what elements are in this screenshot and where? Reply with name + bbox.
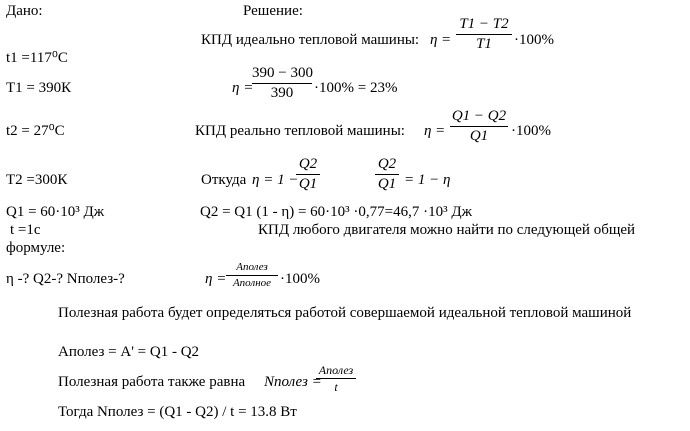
eq2-lhs: η = [232,80,254,96]
eq2-fraction [252,66,312,101]
eq4-fraction-bar [296,174,320,175]
given-Q1: Q1 = 60·10³ Дж [6,204,105,220]
eq3-denominator: Q1 [469,128,489,144]
eq4-numerator-2: Q2 [377,156,397,172]
eq4-fraction-2 [375,157,399,192]
eq4-fraction [296,157,320,192]
para2-text: Полезная работа будет определяться работой совершаемой идеальной тепловой машиной [58,305,632,321]
para1-line2: формуле: [6,240,66,256]
given-heading: Дано: [6,3,43,19]
eq4-denominator: Q1 [298,176,318,192]
eq1-fraction [456,17,512,52]
eq4-label: Откуда [201,172,247,188]
eq8-fraction-bar [316,378,356,379]
eq1-numerator: T1 − T2 [459,16,509,32]
eq1-denominator: T1 [476,36,492,52]
eq5-q2: Q2 = Q1 (1 - η) = 60·10³ ·0,77=46,7 ·10³ Дж [200,204,472,220]
eq3-fraction-bar [450,126,508,127]
eq6-denominator: Aполное [232,277,272,289]
eq4-numerator: Q2 [298,156,318,172]
eq8-numerator: Aполез [318,363,354,377]
eq2-denominator: 390 [270,85,294,101]
eq4-rhs: = 1 − η [404,172,451,188]
para1-line1: КПД любого двигателя можно найти по следующей общей [258,222,636,238]
eq1-equals: = [442,32,451,48]
eq3-equals: = [436,123,445,139]
eq4-lhs: η = 1 − [252,172,299,188]
eq8-denominator: t [334,380,338,394]
eq3-label: КПД реально тепловой машины: [195,123,405,139]
eq1-tail: ·100% [514,32,554,48]
eq6-numerator: Aполез [236,261,268,273]
eq1-fraction-bar [456,34,512,35]
eq6-fraction [226,262,278,289]
given-T2: T2 =300К [6,172,68,188]
eq9-power-result: Тогда Nполез = (Q1 - Q2) / t = 13.8 Вт [58,404,297,420]
eq7-useful-work: Aполез = A' = Q1 - Q2 [58,344,200,360]
eq1-eta: η [430,32,438,48]
given-t1: t1 =117⁰С [6,50,68,66]
given-T1: T1 = 390К [6,80,72,96]
eq8-lhs: Nполез = [264,374,322,390]
solution-heading: Решение: [243,3,303,19]
eq8-label: Полезная работа также равна [58,374,246,390]
eq2-fraction-bar [252,83,312,84]
eq6-tail: ·100% [280,271,320,287]
eq6-lhs: η = [205,271,227,287]
eq2-tail: ·100% = 23% [314,80,398,96]
eq3-tail: ·100% [511,123,551,139]
eq6-fraction-bar [226,275,278,276]
given-t2: t2 = 27⁰С [6,123,65,139]
eq3-fraction [450,109,508,144]
eq3-numerator: Q1 − Q2 [451,108,507,124]
given-time: t =1с [10,222,41,238]
eq2-numerator: 390 − 300 [252,65,313,81]
eq1-label: КПД идеально тепловой машины: [201,32,420,48]
eq8-fraction [316,364,356,393]
eq4-denominator-2: Q1 [377,176,397,192]
eq4-fraction-bar-2 [375,174,399,175]
eq3-eta: η [424,123,432,139]
given-unknowns: η -? Q2-? Nполез-? [6,271,125,287]
